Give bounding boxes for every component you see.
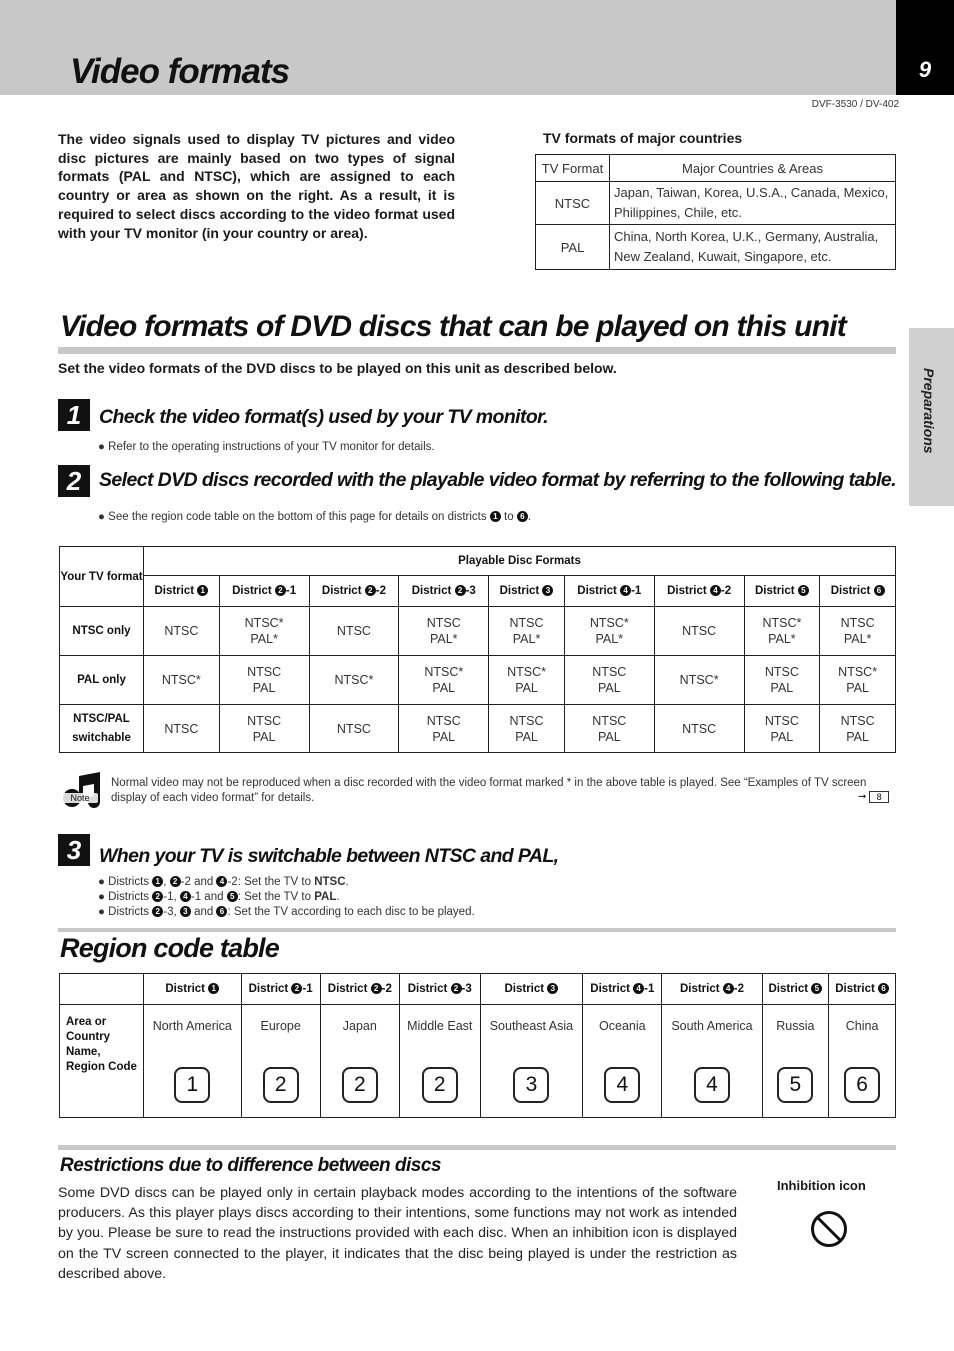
region-code-badge: 6: [844, 1067, 880, 1103]
step-number: 3: [58, 834, 90, 866]
region-title: Region code table: [60, 933, 279, 963]
section-rule: [58, 1145, 896, 1150]
district-marker: 2: [451, 983, 462, 994]
region-code-badge: 2: [342, 1067, 378, 1103]
district-marker: 2: [170, 876, 181, 887]
section-title-dvd-formats: Video formats of DVD discs that can be played on this unit: [60, 310, 846, 343]
format-cell: NTSC* PAL*: [564, 607, 654, 656]
step3-bullets: [98, 875, 475, 920]
region-cell: [583, 1005, 662, 1118]
tv-head-countries: Major Countries & Areas: [610, 155, 896, 182]
format-cell: NTSC* PAL*: [219, 607, 309, 656]
region-code-badge: 1: [174, 1067, 210, 1103]
side-tab-label: Preparations: [921, 368, 937, 454]
district-marker: 2: [152, 906, 163, 917]
page-reference: ➞ 8: [858, 791, 889, 803]
tv-row-countries: Japan, Taiwan, Korea, U.S.A., Canada, Mexico, Philippines, Chile, etc.: [610, 182, 896, 225]
district-marker: 4: [723, 983, 734, 994]
format-cell: NTSC: [144, 705, 220, 753]
region-area: North America: [152, 1019, 232, 1033]
format-cell: NTSC PAL: [564, 656, 654, 705]
intro-text: The video signals used to display TV pictures and video disc pictures are mainly based on two types of signal formats (PAL and NTSC), which are assigned to each country or area as shown on the right. As a result, it is required to select discs according to the video format used with your TV monitor (in your country or area).: [58, 131, 455, 241]
region-cell: [320, 1005, 399, 1118]
region-area: Europe: [260, 1019, 301, 1033]
region-district-header: District 1: [144, 974, 242, 1005]
format-cell: NTSC PAL: [820, 705, 896, 753]
inhibition-icon-label: Inhibition icon: [777, 1178, 866, 1193]
region-table: [59, 973, 896, 1118]
note-icon-label: Note: [70, 793, 90, 803]
format-cell: NTSC PAL: [399, 705, 489, 753]
format-row: [60, 705, 896, 753]
district-marker: 1: [152, 876, 163, 887]
region-district-header: District 3: [480, 974, 583, 1005]
step-bullet: ● See the region code table on the bottom of this page for details on districts 1 to 6 .: [98, 511, 532, 523]
format-cell: NTSC PAL: [219, 656, 309, 705]
format-cell: NTSC: [144, 607, 220, 656]
district-header: District 4 -1: [564, 576, 654, 607]
section-rule: [58, 347, 896, 354]
tv-formats-table: [535, 154, 896, 270]
page-title: Video formats: [70, 52, 290, 91]
district-header: District 6: [820, 576, 896, 607]
format-row-label: NTSC/PAL switchable: [60, 705, 144, 753]
section-rule: [58, 928, 896, 932]
model-number: DVF-3530 / DV-402: [811, 99, 899, 110]
region-district-header: District 5: [762, 974, 829, 1005]
header-bar: [0, 0, 896, 95]
region-area: Japan: [342, 1019, 377, 1033]
district-marker: 4: [180, 891, 191, 902]
district-marker: 4: [710, 585, 721, 596]
region-code-badge: 5: [777, 1067, 813, 1103]
format-row: [60, 656, 896, 705]
format-cell: NTSC*: [309, 656, 399, 705]
district-marker: 5: [811, 983, 822, 994]
step-number: 2: [58, 465, 90, 497]
region-cell: [144, 1005, 242, 1118]
district-marker: 6: [878, 983, 889, 994]
tv-head-format: TV Format: [536, 155, 610, 182]
district-marker: 4: [620, 585, 631, 596]
format-cell: NTSC* PAL: [399, 656, 489, 705]
region-code-badge: 4: [694, 1067, 730, 1103]
format-cell: NTSC* PAL: [820, 656, 896, 705]
district-marker: 6: [874, 585, 885, 596]
format-cell: NTSC: [309, 705, 399, 753]
format-cell: NTSC PAL*: [820, 607, 896, 656]
district-marker: 3: [542, 585, 553, 596]
format-cell: NTSC*: [144, 656, 220, 705]
step-title: When your TV is switchable between NTSC and PAL,: [99, 845, 559, 867]
format-row: [60, 607, 896, 656]
format-table: [59, 546, 896, 753]
district-marker: 5: [798, 585, 809, 596]
region-code-badge: 2: [422, 1067, 458, 1103]
district-header: District 2 -1: [219, 576, 309, 607]
region-district-header: District 4 -2: [662, 974, 762, 1005]
district-marker: 6: [216, 906, 227, 917]
inhibition-icon: [810, 1210, 848, 1248]
region-cell: [829, 1005, 896, 1118]
district-header: District 4 -2: [654, 576, 744, 607]
region-district-header: District 2 -2: [320, 974, 399, 1005]
format-cell: NTSC: [654, 607, 744, 656]
region-area: South America: [671, 1019, 753, 1033]
format-cell: NTSC PAL: [744, 656, 820, 705]
format-cell: NTSC PAL*: [489, 607, 565, 656]
district-marker: 2: [371, 983, 382, 994]
note-text: Normal video may not be reproduced when a disc recorded with the video format marked * in the above table is played. See “Examples of TV screen display of each video format” for details.: [111, 777, 867, 804]
bullet-text: to: [504, 511, 514, 523]
region-code-badge: 3: [513, 1067, 549, 1103]
region-area: Southeast Asia: [489, 1019, 574, 1033]
district-marker: 6: [517, 511, 528, 522]
tv-row-format: PAL: [536, 225, 610, 270]
region-cell: [762, 1005, 829, 1118]
note-icon: [60, 772, 102, 812]
side-tab: [909, 328, 954, 506]
step3-line: ● Districts 2 -1, 4 -1 and 5 : Set the TV to PAL.: [98, 891, 340, 903]
tv-row-countries: China, North Korea, U.K., Germany, Australia, New Zealand, Kuwait, Singapore, etc.: [610, 225, 896, 270]
restrictions-title: Restrictions due to difference between discs: [60, 1155, 441, 1176]
step-bullet: ● Refer to the operating instructions of your TV monitor for details.: [98, 441, 435, 453]
step3-line: ● Districts 2 -3, 3 and 6 : Set the TV according to each disc to be played.: [98, 906, 475, 918]
region-row-label: Area or Country Name, Region Code: [60, 1005, 144, 1118]
format-group-header: Playable Disc Formats: [144, 547, 896, 576]
district-marker: 5: [227, 891, 238, 902]
region-district-header: District 2 -1: [241, 974, 320, 1005]
district-marker: 2: [152, 891, 163, 902]
district-marker: 1: [208, 983, 219, 994]
tv-formats-title: TV formats of major countries: [543, 130, 743, 146]
bullet-text: See the region code table on the bottom of this page for details on districts: [108, 511, 487, 523]
district-header: District 2 -3: [399, 576, 489, 607]
region-cell: [399, 1005, 480, 1118]
format-row-label: NTSC only: [60, 607, 144, 656]
region-area: Oceania: [599, 1019, 646, 1033]
region-cell: [241, 1005, 320, 1118]
region-corner: [60, 974, 144, 1005]
region-code-badge: 4: [604, 1067, 640, 1103]
region-area: China: [845, 1019, 879, 1033]
ref-page: 8: [869, 791, 889, 803]
district-marker: 2: [275, 585, 286, 596]
district-marker: 3: [547, 983, 558, 994]
district-header: District 2 -2: [309, 576, 399, 607]
step-number: 1: [58, 399, 90, 431]
region-code-badge: 2: [263, 1067, 299, 1103]
format-cell: NTSC* PAL: [489, 656, 565, 705]
format-cell: NTSC PAL: [564, 705, 654, 753]
step-title: Select DVD discs recorded with the playable video format by referring to the following table.: [99, 469, 896, 491]
district-marker: 4: [216, 876, 227, 887]
district-marker: 2: [291, 983, 302, 994]
region-district-header: District 2 -3: [399, 974, 480, 1005]
page-number: 9: [896, 0, 954, 95]
step-title: Check the video format(s) used by your TV monitor.: [99, 406, 548, 428]
region-district-header: District 4 -1: [583, 974, 662, 1005]
bullet-text: Refer to the operating instructions of your TV monitor for details.: [108, 441, 435, 453]
district-marker: 1: [490, 511, 501, 522]
restrictions-text: Some DVD discs can be played only in certain playback modes according to the intentions of the software producers. As this player plays discs according to their intentions, some functions may not work as intended by you. Please be sure to read the instructions provided with each disc. When an inhibition icon is displayed on the TV screen connected to the player, it indicates that the disc being played is under the restriction as described above.: [58, 1185, 737, 1282]
step3-line: ● Districts 1 , 2 -2 and 4 -2: Set the TV to NTSC.: [98, 876, 349, 888]
region-area: Russia: [776, 1019, 815, 1033]
format-cell: NTSC* PAL*: [744, 607, 820, 656]
tv-row-format: NTSC: [536, 182, 610, 225]
district-header: District 5: [744, 576, 820, 607]
region-cell: [480, 1005, 583, 1118]
district-header: District 3: [489, 576, 565, 607]
district-marker: 1: [197, 585, 208, 596]
format-corner: Your TV format: [60, 547, 144, 607]
format-row-label: PAL only: [60, 656, 144, 705]
district-marker: 2: [455, 585, 466, 596]
region-area: Middle East: [407, 1019, 473, 1033]
district-header: District 1: [144, 576, 220, 607]
format-cell: NTSC: [309, 607, 399, 656]
format-cell: NTSC*: [654, 656, 744, 705]
region-district-header: District 6: [829, 974, 896, 1005]
format-cell: NTSC: [654, 705, 744, 753]
district-marker: 3: [180, 906, 191, 917]
format-cell: NTSC PAL: [219, 705, 309, 753]
format-cell: NTSC PAL: [489, 705, 565, 753]
section-lead: Set the video formats of the DVD discs to be played on this unit as described below.: [58, 360, 617, 376]
region-cell: [662, 1005, 762, 1118]
district-marker: 2: [365, 585, 376, 596]
format-cell: NTSC PAL: [744, 705, 820, 753]
format-cell: NTSC PAL*: [399, 607, 489, 656]
district-marker: 4: [633, 983, 644, 994]
